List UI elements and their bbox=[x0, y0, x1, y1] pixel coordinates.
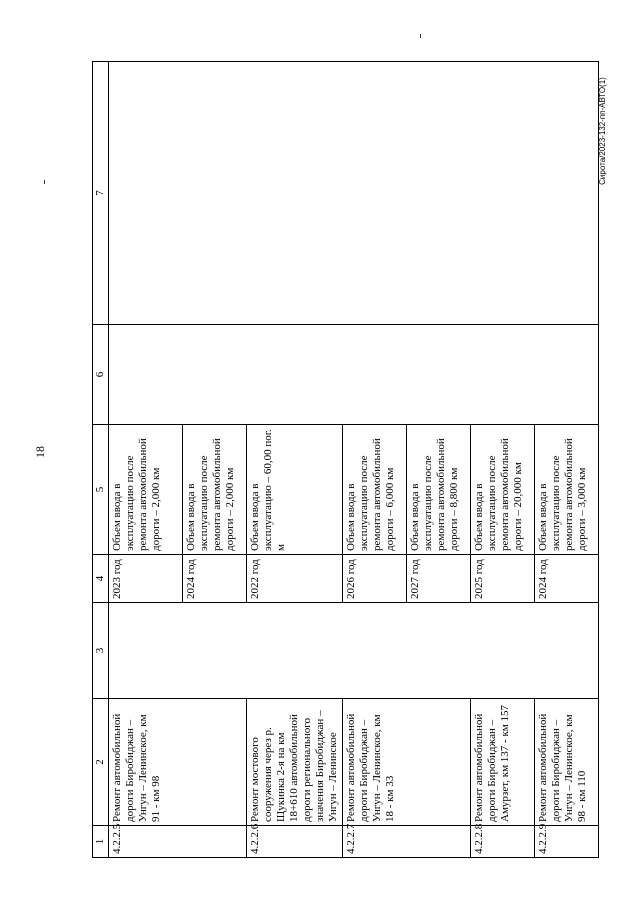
row-number: 4.2.2.8 bbox=[471, 826, 535, 858]
column-number: 2 bbox=[93, 699, 109, 826]
work-description: Ремонт автомобильной дороги Биробиджан – Амурзет, км 137 - км 157 bbox=[471, 699, 535, 826]
table-row bbox=[109, 62, 183, 858]
document-footer-code: Сирота/2023-132-пп-АВТО(1) bbox=[598, 77, 607, 185]
year-cell: 2024 год bbox=[183, 555, 247, 603]
work-description: Ремонт автомобильной дороги Биробиджан – Унгун – Ленинское, км 98 - км 110 bbox=[535, 699, 599, 826]
page-number: 18 bbox=[33, 446, 47, 458]
column-number: 3 bbox=[93, 603, 109, 699]
column-number: 6 bbox=[93, 325, 109, 425]
year-cell: 2022 год bbox=[247, 555, 343, 603]
year-cell: 2024 год bbox=[535, 555, 599, 603]
result-cell: Объем ввода в эксплуатацию после ремонта автомобильной дороги – 8,800 км bbox=[407, 425, 471, 555]
result-cell: Объем ввода в эксплуатацию после ремонта автомобильной дороги – 6,000 км bbox=[343, 425, 407, 555]
result-cell: Объем ввода в эксплуатацию после ремонта автомобильной дороги – 3,000 км bbox=[535, 425, 599, 555]
column-number: 4 bbox=[93, 555, 109, 603]
column-number-row bbox=[93, 62, 109, 858]
empty-cell-col3 bbox=[109, 603, 599, 699]
year-cell: 2027 год bbox=[407, 555, 471, 603]
row-number: 4.2.2.5 bbox=[109, 826, 247, 858]
work-description: Ремонт мостового сооружения через р. Щукинка 2-я на км 18+610 автомобильной дороги регионального значения Биробиджан – Унгун – Ленинское bbox=[247, 699, 343, 826]
work-description: Ремонт автомобильной дороги Биробиджан – Унгун – Ленинское, км 91 - км 98 bbox=[109, 699, 247, 826]
table-container bbox=[92, 62, 588, 858]
result-cell: Объем ввода в эксплуатацию после ремонта автомобильной дороги – 2,000 км bbox=[109, 425, 183, 555]
result-cell: Объем ввода в эксплуатацию – 60,00 пог. м bbox=[247, 425, 343, 555]
row-number: 4.2.2.9 bbox=[535, 826, 599, 858]
result-cell: Объем ввода в эксплуатацию после ремонта автомобильной дороги – 2,000 км bbox=[183, 425, 247, 555]
program-table bbox=[92, 61, 599, 858]
scan-speck bbox=[420, 34, 421, 38]
column-number: 7 bbox=[93, 62, 109, 325]
column-number: 1 bbox=[93, 826, 109, 858]
row-number: 4.2.2.7 bbox=[343, 826, 471, 858]
year-cell: 2025 год bbox=[471, 555, 535, 603]
rotated-table-frame bbox=[92, 62, 588, 858]
empty-cell-col6 bbox=[109, 325, 599, 425]
scan-speck bbox=[44, 180, 45, 184]
year-cell: 2023 год bbox=[109, 555, 183, 603]
empty-cell-col7 bbox=[109, 62, 599, 325]
work-description: Ремонт автомобильной дороги Биробиджан – Унгун – Ленинское, км 18 - км 33 bbox=[343, 699, 471, 826]
row-number: 4.2.2.6 bbox=[247, 826, 343, 858]
column-number: 5 bbox=[93, 425, 109, 555]
year-cell: 2026 год bbox=[343, 555, 407, 603]
result-cell: Объем ввода в эксплуатацию после ремонта автомобильной дороги – 20,000 км bbox=[471, 425, 535, 555]
